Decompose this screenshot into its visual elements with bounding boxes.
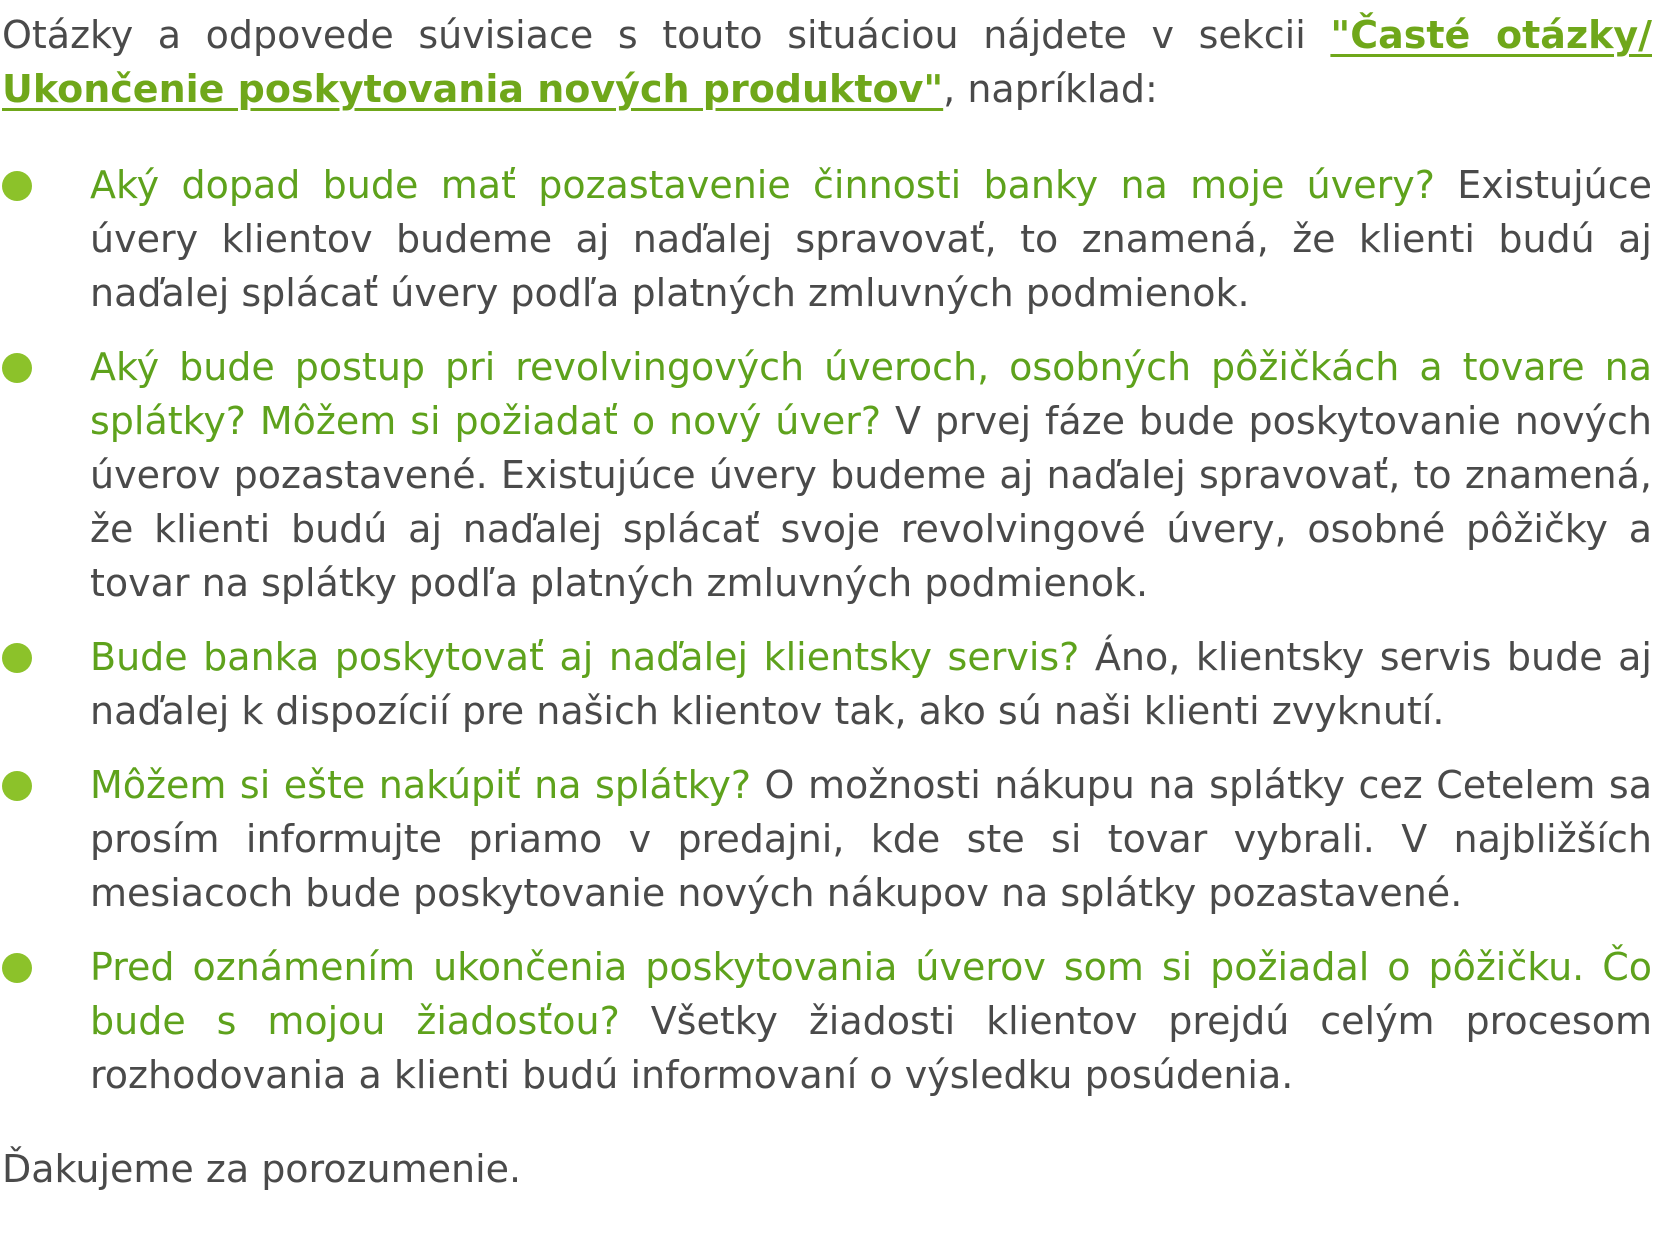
bullet-icon [2, 171, 32, 201]
faq-item [2, 158, 1652, 320]
faq-answer: Všetky žiadosti klientov prejdú celým procesom rozhodovania a klienti budú informovaní o výsledku posúdenia. [90, 999, 1652, 1097]
faq-item [2, 630, 1652, 738]
faq-question: Aký dopad bude mať pozastavenie činnosti banky na moje úvery? [90, 163, 1435, 207]
intro-text: Otázky a odpovede súvisiace s touto situáciou nájdete v sekcii [2, 13, 1331, 57]
faq-item [2, 340, 1652, 610]
bullet-icon [2, 643, 32, 673]
faq-list [2, 158, 1652, 1102]
faq-question: Aký bude postup pri revolvingových úveroch, osobných pôžičkách a tovare na splátky? Môžem si požiadať o nový úver? [90, 345, 1652, 443]
faq-question: Pred oznámením ukončenia poskytovania úverov som si požiadal o pôžičku. Čo bude s mojou žiadosťou? [90, 945, 1652, 1043]
faq-item [2, 758, 1652, 920]
faq-answer: Áno, klientsky servis bude aj naďalej k dispozícií pre našich klientov tak, ako sú naši klienti zvyknutí. [90, 635, 1652, 733]
bullet-icon [2, 771, 32, 801]
faq-item [2, 940, 1652, 1102]
article-content [2, 8, 1652, 1196]
bullet-icon [2, 353, 32, 383]
faq-section-link[interactable]: "Časté otázky/ Ukončenie poskytovania nových produktov" [2, 13, 1652, 111]
faq-answer: V prvej fáze bude poskytovanie nových úverov pozastavené. Existujúce úvery budeme aj naďalej spravovať, to znamená, že klienti budú aj naďalej splácať svoje revolvingové úvery, osobné pôžičky a tovar na splátky podľa platných zmluvných podmienok. [90, 399, 1652, 605]
faq-answer: O možnosti nákupu na splátky cez Cetelem sa prosím informujte priamo v predajni, kde ste si tovar vybrali. V najbližších mesiacoch bude poskytovanie nových nákupov na splátky pozastavené. [90, 763, 1652, 915]
faq-answer: Existujúce úvery klientov budeme aj naďalej spravovať, to znamená, že klienti budú aj naďalej splácať úvery podľa platných zmluvných podmienok. [90, 163, 1652, 315]
closing-text: Ďakujeme za porozumenie. [2, 1147, 522, 1191]
bullet-icon [2, 953, 32, 983]
faq-question: Môžem si ešte nakúpiť na splátky? [90, 763, 751, 807]
faq-question: Bude banka poskytovať aj naďalej klientsky servis? [90, 635, 1080, 679]
intro-paragraph [2, 8, 1652, 116]
intro-text-after: , napríklad: [943, 67, 1158, 111]
